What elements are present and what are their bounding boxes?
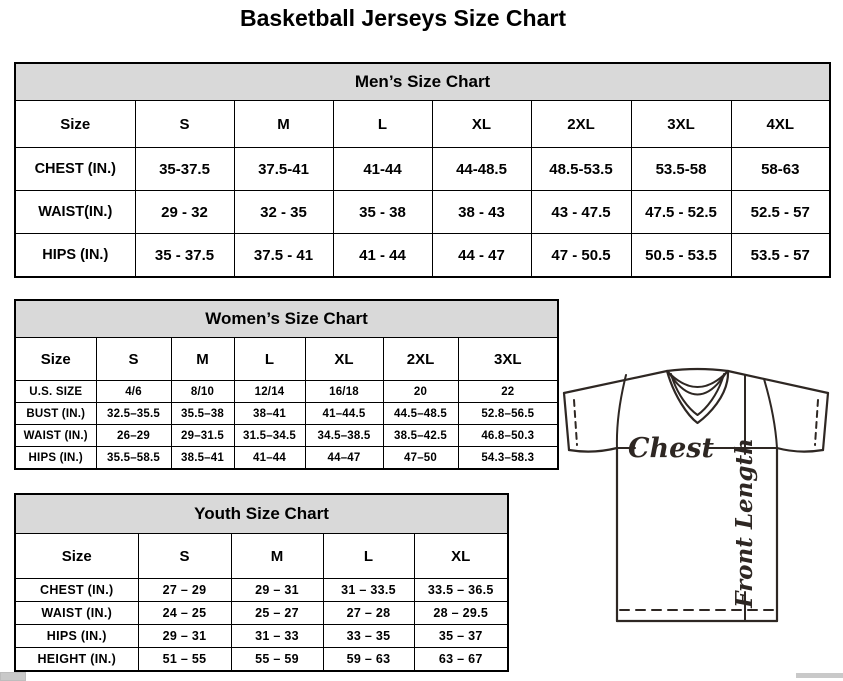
cell: 51 – 55 <box>138 648 231 672</box>
cell: 44 - 47 <box>432 234 531 278</box>
cell: 24 – 25 <box>138 602 231 625</box>
cell: 50.5 - 53.5 <box>631 234 731 278</box>
cell: 41–44.5 <box>305 403 383 425</box>
cell: 27 – 29 <box>138 579 231 602</box>
cell: 31 – 33 <box>231 625 323 648</box>
cell: 20 <box>383 381 458 403</box>
table-row <box>15 234 830 278</box>
cell: 29 – 31 <box>231 579 323 602</box>
mens-header-row <box>15 101 830 148</box>
cell: 38 - 43 <box>432 191 531 234</box>
row-label: U.S. SIZE <box>15 381 96 403</box>
row-label: WAIST (IN.) <box>15 425 96 447</box>
row-label: HIPS (IN.) <box>15 447 96 470</box>
cell: 35-37.5 <box>135 148 234 191</box>
cell: 41–44 <box>234 447 305 470</box>
cell: 38.5–41 <box>171 447 234 470</box>
scrollbar-fragment-left[interactable] <box>0 672 26 681</box>
col-header: S <box>138 534 231 579</box>
cell: 38.5–42.5 <box>383 425 458 447</box>
row-label: BUST (IN.) <box>15 403 96 425</box>
cell: 52.8–56.5 <box>458 403 558 425</box>
cell: 41-44 <box>333 148 432 191</box>
col-header: XL <box>305 338 383 381</box>
cell: 38–41 <box>234 403 305 425</box>
scrollbar-fragment-right[interactable] <box>796 673 843 678</box>
cell: 8/10 <box>171 381 234 403</box>
table-row <box>15 148 830 191</box>
cell: 47.5 - 52.5 <box>631 191 731 234</box>
youth-header-row <box>15 534 508 579</box>
cell: 48.5-53.5 <box>531 148 631 191</box>
cell: 33.5 – 36.5 <box>414 579 508 602</box>
jersey-measurement-diagram <box>556 360 841 630</box>
cell: 47 - 50.5 <box>531 234 631 278</box>
cell: 63 – 67 <box>414 648 508 672</box>
page-title: Basketball Jerseys Size Chart <box>239 5 566 31</box>
table-row <box>15 191 830 234</box>
womens-size-chart-table <box>14 299 559 470</box>
col-header: 2XL <box>383 338 458 381</box>
womens-chart-title: Women’s Size Chart <box>15 300 558 338</box>
col-header: L <box>234 338 305 381</box>
cell: 29–31.5 <box>171 425 234 447</box>
cell: 16/18 <box>305 381 383 403</box>
table-row <box>15 648 508 672</box>
col-header: Size <box>15 338 96 381</box>
col-header: M <box>234 101 333 148</box>
row-label: WAIST (IN.) <box>15 602 138 625</box>
col-header: M <box>231 534 323 579</box>
cell: 53.5-58 <box>631 148 731 191</box>
cell: 27 – 28 <box>323 602 414 625</box>
cell: 33 – 35 <box>323 625 414 648</box>
table-row <box>15 381 558 403</box>
cell: 44-48.5 <box>432 148 531 191</box>
womens-header-row <box>15 338 558 381</box>
mens-size-chart-table <box>14 62 831 278</box>
row-label: HIPS (IN.) <box>15 625 138 648</box>
table-row <box>15 625 508 648</box>
cell: 12/14 <box>234 381 305 403</box>
cell: 4/6 <box>96 381 171 403</box>
row-label: HIPS (IN.) <box>15 234 135 278</box>
cell: 54.3–58.3 <box>458 447 558 470</box>
row-label: HEIGHT (IN.) <box>15 648 138 672</box>
cell: 28 – 29.5 <box>414 602 508 625</box>
jersey-outline-icon <box>564 369 828 621</box>
cell: 31.5–34.5 <box>234 425 305 447</box>
table-row <box>15 579 508 602</box>
cell: 37.5-41 <box>234 148 333 191</box>
youth-chart-title: Youth Size Chart <box>15 494 508 534</box>
table-row <box>15 602 508 625</box>
cell: 37.5 - 41 <box>234 234 333 278</box>
cell: 35 - 37.5 <box>135 234 234 278</box>
cell: 29 - 32 <box>135 191 234 234</box>
row-label: WAIST(IN.) <box>15 191 135 234</box>
col-header: 3XL <box>458 338 558 381</box>
cell: 41 - 44 <box>333 234 432 278</box>
cell: 32.5–35.5 <box>96 403 171 425</box>
mens-chart-title: Men’s Size Chart <box>15 63 830 101</box>
col-header: 4XL <box>731 101 830 148</box>
table-row <box>15 425 558 447</box>
cell: 47–50 <box>383 447 458 470</box>
cell: 55 – 59 <box>231 648 323 672</box>
cell: 35.5–38 <box>171 403 234 425</box>
cell: 26–29 <box>96 425 171 447</box>
cell: 34.5–38.5 <box>305 425 383 447</box>
col-header: XL <box>432 101 531 148</box>
cell: 25 – 27 <box>231 602 323 625</box>
cell: 44–47 <box>305 447 383 470</box>
col-header: 3XL <box>631 101 731 148</box>
cell: 43 - 47.5 <box>531 191 631 234</box>
cell: 35 – 37 <box>414 625 508 648</box>
col-header: L <box>323 534 414 579</box>
cell: 31 – 33.5 <box>323 579 414 602</box>
cell: 44.5–48.5 <box>383 403 458 425</box>
cell: 46.8–50.3 <box>458 425 558 447</box>
col-header: M <box>171 338 234 381</box>
row-label: CHEST (IN.) <box>15 148 135 191</box>
table-row <box>15 403 558 425</box>
cell: 35.5–58.5 <box>96 447 171 470</box>
row-label: CHEST (IN.) <box>15 579 138 602</box>
youth-size-chart-table <box>14 493 509 672</box>
cell: 29 – 31 <box>138 625 231 648</box>
col-header: Size <box>15 101 135 148</box>
cell: 53.5 - 57 <box>731 234 830 278</box>
col-header: S <box>135 101 234 148</box>
table-row <box>15 447 558 470</box>
cell: 32 - 35 <box>234 191 333 234</box>
col-header: XL <box>414 534 508 579</box>
col-header: 2XL <box>531 101 631 148</box>
col-header: Size <box>15 534 138 579</box>
front-length-label: Front Length <box>731 438 758 608</box>
cell: 22 <box>458 381 558 403</box>
cell: 58-63 <box>731 148 830 191</box>
cell: 35 - 38 <box>333 191 432 234</box>
col-header: L <box>333 101 432 148</box>
chest-label: Chest <box>628 433 714 464</box>
cell: 52.5 - 57 <box>731 191 830 234</box>
col-header: S <box>96 338 171 381</box>
cell: 59 – 63 <box>323 648 414 672</box>
